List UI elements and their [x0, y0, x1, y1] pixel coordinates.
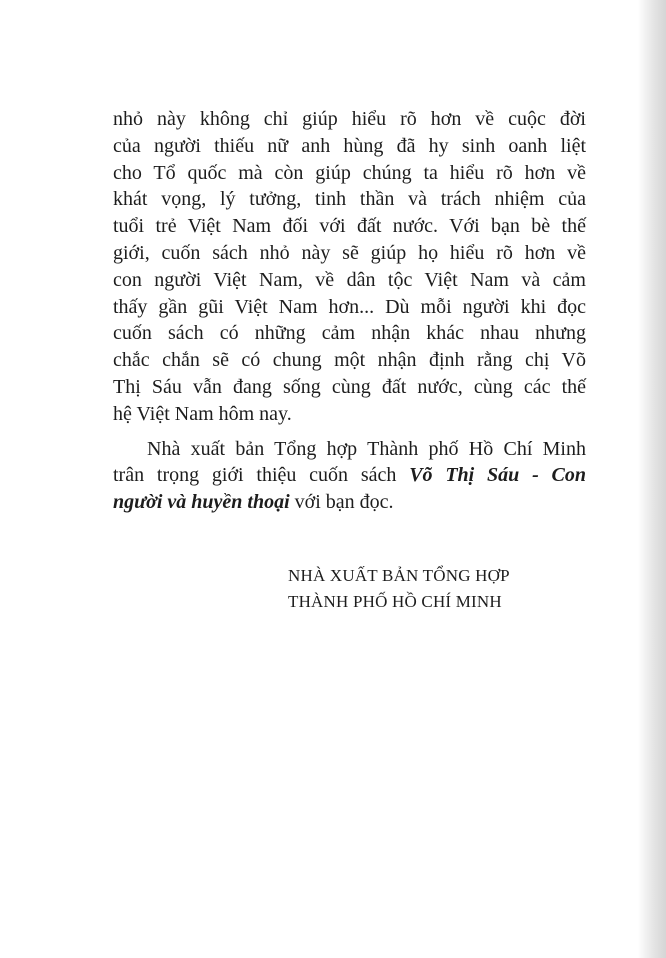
- text-line: thấy gần gũi Việt Nam hơn... Dù mỗi người khi đọc: [113, 295, 586, 318]
- signature-line-1: NHÀ XUẤT BẢN TỔNG HỢP: [288, 566, 510, 585]
- text-line: nhỏ này không chỉ giúp hiểu rõ hơn về cuộc đời: [113, 108, 586, 130]
- body-text: [113, 106, 586, 516]
- paragraph-2: [113, 436, 586, 516]
- page-edge-shadow: [638, 0, 666, 958]
- text-line: khát vọng, lý tưởng, tinh thần và trách nhiệm của: [113, 188, 586, 211]
- text-line: con người Việt Nam, về dân tộc Việt Nam và cảm: [113, 268, 586, 291]
- text-line: hệ Việt Nam hôm nay.: [113, 402, 292, 425]
- intro-text: trân trọng giới thiệu cuốn sách: [113, 464, 410, 487]
- text-line: tuổi trẻ Việt Nam đối với đất nước. Với bạn bè thế: [113, 215, 586, 238]
- text-line: của người thiếu nữ anh hùng đã hy sinh oanh liệt: [113, 134, 586, 157]
- text-line: Nhà xuất bản Tổng hợp Thành phố Hồ Chí Minh: [147, 437, 586, 460]
- text-line: [113, 489, 586, 516]
- text-line: chắc chắn sẽ có chung một nhận định rằng chị Võ: [113, 349, 586, 372]
- publisher-signature: [288, 563, 588, 615]
- text-line: giới, cuốn sách nhỏ này sẽ giúp họ hiểu rõ hơn về: [113, 241, 586, 264]
- text-line: [113, 462, 586, 489]
- book-title: Võ Thị Sáu - Con: [409, 464, 587, 487]
- book-title-continued: người và huyền thoại: [113, 491, 290, 514]
- text-line: cuốn sách có những cảm nhận khác nhau nhưng: [113, 322, 586, 345]
- paragraph-1: [113, 106, 586, 428]
- text-line: cho Tổ quốc mà còn giúp chúng ta hiểu rõ hơn về: [113, 161, 586, 184]
- signature-line-2: THÀNH PHỐ HỒ CHÍ MINH: [288, 592, 502, 611]
- closing-text: với bạn đọc.: [289, 491, 394, 514]
- text-line: Thị Sáu vẫn đang sống cùng đất nước, cùng các thế: [113, 375, 586, 398]
